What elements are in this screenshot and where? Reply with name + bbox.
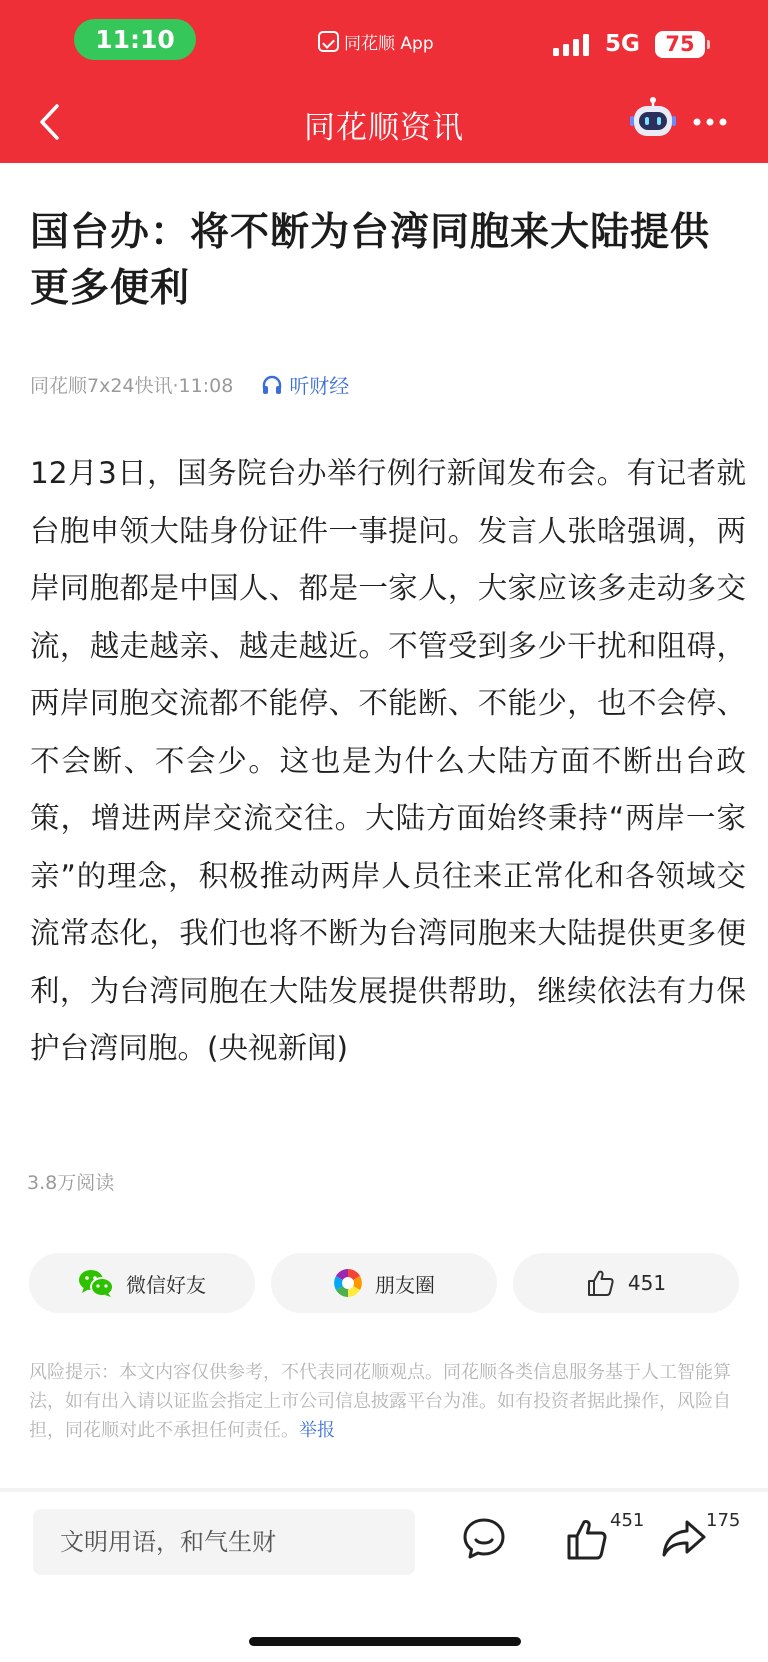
more-dots-icon <box>688 104 732 140</box>
read-count: 3.8万阅读 <box>27 1172 115 1194</box>
comment-button[interactable] <box>461 1516 521 1574</box>
share-arrow-icon <box>660 1516 708 1562</box>
network-type: 5G <box>605 31 640 57</box>
like-pill-button[interactable] <box>513 1253 739 1313</box>
comment-icon <box>461 1516 507 1562</box>
source-app-indicator[interactable] <box>318 27 434 55</box>
risk-disclaimer <box>29 1358 741 1445</box>
robot-assistant-icon <box>628 96 678 146</box>
comment-box <box>33 1509 415 1575</box>
share-wechat-button[interactable] <box>29 1253 255 1313</box>
wechat-icon <box>78 1268 114 1298</box>
article-meta <box>30 370 349 399</box>
app-logo-icon <box>318 31 339 52</box>
app-header <box>0 0 768 163</box>
thumbs-up-icon <box>564 1516 610 1562</box>
share-moments-button[interactable] <box>271 1253 497 1313</box>
listen-button[interactable] <box>261 370 349 399</box>
share-wechat-label: 微信好友 <box>126 1272 206 1297</box>
robot-assistant-button[interactable] <box>628 96 678 146</box>
article-source-time: 同花顺7x24快讯·11:08 <box>30 375 234 397</box>
nav-bar <box>0 82 768 163</box>
report-link[interactable]: 举报 <box>299 1420 335 1441</box>
article-body: 12月3日，国务院台办举行例行新闻发布会。有记者就台胞申领大陆身份证件一事提问。发言人张晗强调，两岸同胞都是中国人、都是一家人，大家应该多走动多交流，越走越亲、越走越近。不管受到多少干扰和阻碍，两岸同胞交流都不能停、不能断、不能少，也不会停、不会断、不会少。这也是为什么大陆方面不断出台政策，增进两岸交流交往。大陆方面始终秉持“两岸一家亲”的理念，积极推动两岸人员往来正常化和各领域交流常态化，我们也将不断为台湾同胞来大陆提供更多便利，为台湾同胞在大陆发展提供帮助，继续依法有力保护台湾同胞。(央视新闻) <box>30 456 746 1065</box>
article-title: 国台办：将不断为台湾同胞来大陆提供更多便利 <box>30 210 711 311</box>
like-count: 451 <box>610 1510 645 1531</box>
like-button[interactable] <box>564 1510 645 1574</box>
headphones-icon <box>261 374 283 396</box>
thumbs-up-icon <box>586 1268 616 1298</box>
comment-input[interactable] <box>33 1509 415 1575</box>
bottom-divider <box>0 1488 768 1492</box>
share-count: 175 <box>706 1510 741 1531</box>
source-app-label: 同花顺 App <box>344 33 434 54</box>
home-indicator[interactable] <box>249 1637 521 1646</box>
share-moments-label: 朋友圈 <box>375 1272 435 1297</box>
moments-icon <box>333 1268 363 1298</box>
like-pill-count: 451 <box>627 1271 667 1295</box>
listen-label: 听财经 <box>289 374 350 398</box>
status-time[interactable]: 11:10 <box>74 19 196 60</box>
page-title: 同花顺资讯 <box>304 110 464 146</box>
risk-text: 风险提示：本文内容仅供参考，不代表同花顺观点。同花顺各类信息服务基于人工智能算法，如有出入请以证监会指定上市公司信息披露平台为准。如有投资者据此操作，风险自担，同花顺对此不承担任何责任。 <box>29 1362 731 1441</box>
share-row <box>29 1253 739 1313</box>
share-button[interactable] <box>660 1510 741 1574</box>
signal-icon <box>553 34 589 56</box>
status-bar <box>0 0 768 82</box>
battery-icon: 75 <box>655 31 705 58</box>
more-button[interactable] <box>688 104 732 140</box>
